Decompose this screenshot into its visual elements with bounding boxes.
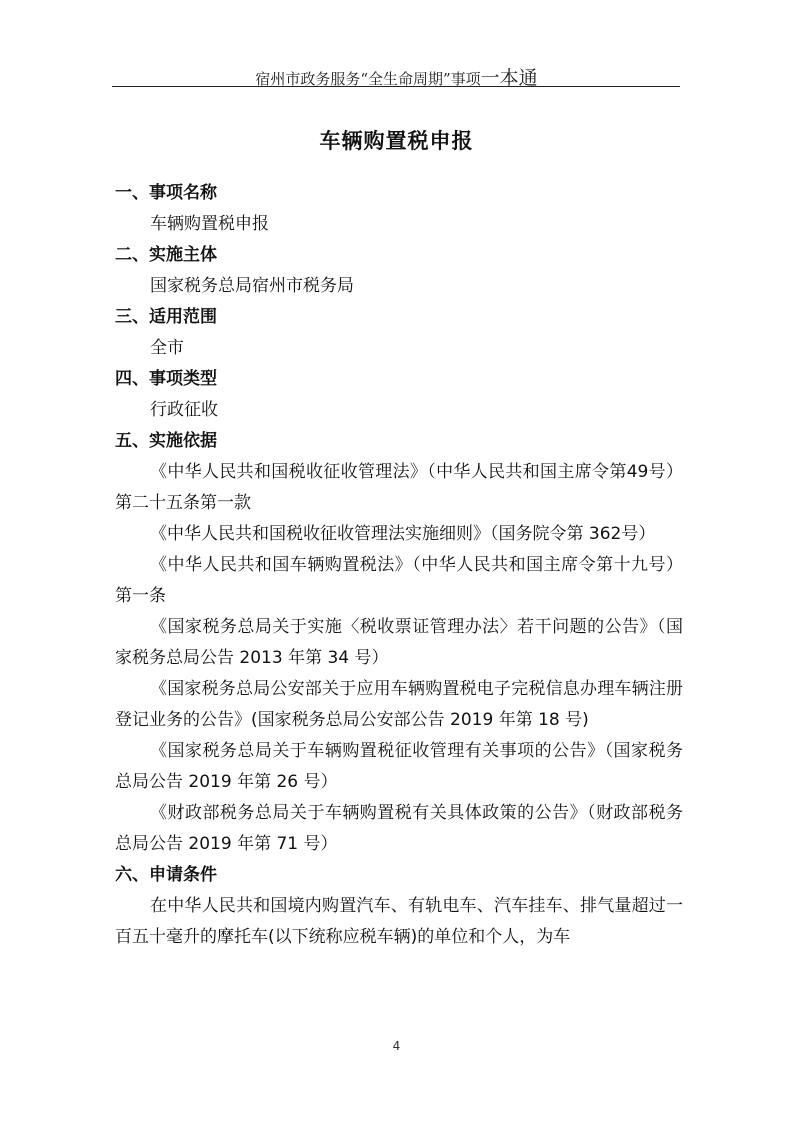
section-heading-basis: 五、实施依据 [115,431,217,451]
section-heading-scope: 三、适用范围 [115,307,217,327]
header-suffix: 一本通 [480,67,538,89]
section-value-scope: 全市 [150,338,184,358]
section-value-name: 车辆购置税申报 [150,214,269,234]
section-heading-name: 一、事项名称 [115,183,217,203]
section-value-authority: 国家税务总局宿州市税务局 [150,276,354,296]
basis-item: 《国家税务总局关于实施〈税收票证管理办法〉若干问题的公告》（国家税务总局公告 2013 年第 34 号） [115,617,683,668]
conditions-text: 在中华人民共和国境内购置汽车、有轨电车、汽车挂车、排气量超过一百五十毫升的摩托车(以下统称应税车辆)的单位和个人，为车 [115,896,683,947]
section-heading-type: 四、事项类型 [115,369,217,389]
page-number: 4 [392,1039,401,1053]
basis-item: 《财政部税务总局关于车辆购置税有关具体政策的公告》（财政部税务总局公告 2019 年第 71 号） [115,803,683,854]
basis-item: 《中华人民共和国税收征收管理法实施细则》（国务院令第 362号） [150,524,656,544]
header-prefix: 宿州市政务服务“全生命周期”事项 [255,70,481,88]
section-heading-authority: 二、实施主体 [115,245,217,265]
basis-item: 《中华人民共和国税收征收管理法》（中华人民共和国主席令第49号）第二十五条第一款 [115,462,683,513]
basis-item: 《国家税务总局公安部关于应用车辆购置税电子完税信息办理车辆注册登记业务的公告》(国家税务总局公安部公告 2019 年第 18 号) [115,679,683,730]
section-value-type: 行政征收 [150,400,218,420]
header-rule [112,86,680,87]
basis-item: 《国家税务总局关于车辆购置税征收管理有关事项的公告》（国家税务总局公告 2019 年第 26 号） [115,741,683,792]
document-title: 车辆购置税申报 [319,129,474,153]
document-body [115,178,683,953]
basis-item: 《中华人民共和国车辆购置税法》（中华人民共和国主席令第十九号）第一条 [115,555,683,606]
section-heading-conditions: 六、申请条件 [115,865,217,885]
